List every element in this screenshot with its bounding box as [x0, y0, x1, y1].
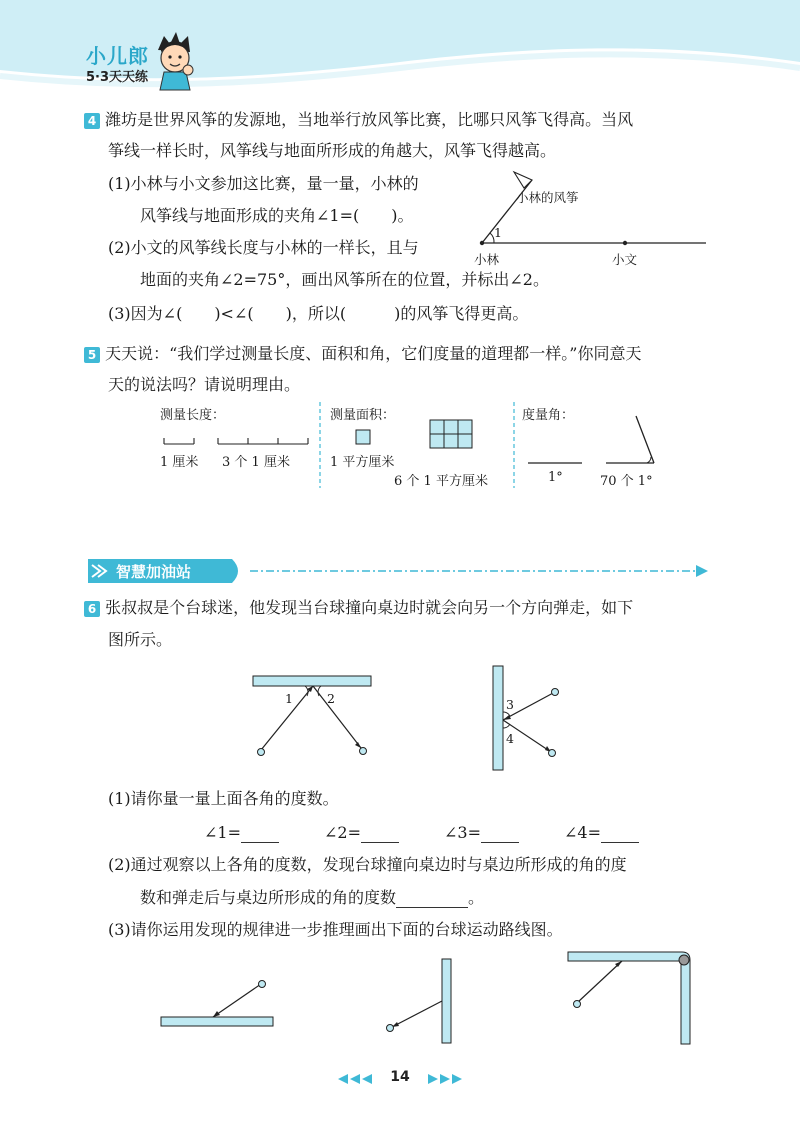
next-arrows-icon	[424, 1072, 464, 1086]
brand-title: 小儿郎	[86, 44, 149, 68]
q4-part2-line1: (2)小文的风筝线长度与小林的一样长，且与	[108, 238, 419, 257]
q4-stem-line2: 筝线一样长时，风筝线与地面所形成的角越大，风筝飞得越高。	[108, 141, 557, 160]
q4-stem-line1: 4 潍坊是世界风筝的发源地，当地举行放风筝比赛，比哪只风筝飞得高。当风	[84, 110, 633, 130]
q6-stem-line2: 图所示。	[108, 630, 173, 649]
answer-blank-1[interactable]	[241, 822, 279, 843]
billiard-figure-horizontal	[245, 672, 380, 762]
person-xiaowen-label: 小文	[612, 252, 638, 267]
billiard-angle-1: 1	[285, 691, 293, 706]
area-title: 测量面积：	[330, 408, 396, 423]
q4-part2-line2: 地面的夹角∠2=75°，画出风筝所在的位置，并标出∠2。	[140, 270, 549, 289]
q6-part3: (3)请你运用发现的规律进一步推理画出下面的台球运动路线图。	[108, 920, 563, 939]
q5-stem-line2: 天的说法吗？请说明理由。	[108, 375, 301, 394]
q6-number-badge: 6	[84, 601, 100, 617]
angle-answer-1: ∠1=	[204, 822, 279, 843]
q6-stem-line1: 6 张叔叔是个台球迷，他发现当台球撞向桌边时就会向另一个方向弹走，如下	[84, 598, 633, 618]
length-total: 3 个 1 厘米	[222, 455, 290, 470]
angle-total: 70 个 1°	[600, 474, 653, 489]
q6-part2-line1: (2)通过观察以上各角的度数，发现台球撞向桌边时与桌边所形成的角的度	[108, 855, 627, 874]
angle-1-label: 1	[494, 225, 502, 240]
q6-part1: (1)请你量一量上面各角的度数。	[108, 789, 339, 808]
q6-part2-line2: 数和弹走后与桌边所形成的角的度数 。	[140, 888, 485, 907]
q4-part3: (3)因为∠( )<∠( )，所以( )的风筝飞得更高。	[108, 304, 529, 323]
q4-part1-line2: 风筝线与地面形成的夹角∠1=( )。	[140, 206, 414, 225]
prev-arrows-icon	[336, 1072, 376, 1086]
angle-answer-4: ∠4=	[564, 822, 639, 843]
billiard-angle-2: 2	[327, 691, 335, 706]
mascot-boy-icon	[150, 30, 200, 92]
area-unit: 1 平方厘米	[330, 455, 395, 470]
exercise-figure-corner	[562, 948, 697, 1048]
kite-label: 小林的风筝	[516, 190, 579, 205]
length-title: 测量长度：	[160, 408, 226, 423]
billiard-angle-3: 3	[506, 697, 514, 712]
answer-blank-5[interactable]	[396, 887, 468, 908]
exercise-figure-vertical	[380, 955, 470, 1045]
angle-answer-2: ∠2=	[324, 822, 399, 843]
q5-stem-line1: 5 天天说：“我们学过测量长度、面积和角，它们度量的道理都一样。”你同意天	[84, 344, 641, 364]
answer-blank-4[interactable]	[601, 822, 639, 843]
billiard-angle-4: 4	[506, 731, 514, 746]
brand-subtitle: 5·3天天练	[86, 70, 149, 85]
kite-angle-figure	[470, 168, 710, 268]
q5-number-badge: 5	[84, 347, 100, 363]
exercise-figure-horizontal	[155, 975, 280, 1035]
section-title: 智慧加油站	[116, 563, 192, 581]
q4-part1-line1: (1)小林与小文参加这比赛，量一量，小林的	[108, 174, 419, 193]
answer-blank-3[interactable]	[481, 822, 519, 843]
page-number: 14	[390, 1069, 410, 1085]
length-unit: 1 厘米	[160, 455, 199, 470]
angle-unit: 1°	[548, 470, 563, 485]
area-total: 6 个 1 平方厘米	[394, 474, 488, 489]
billiard-figure-vertical	[485, 664, 585, 774]
angle-title: 度量角：	[522, 408, 575, 423]
q4-number-badge: 4	[84, 113, 100, 129]
answer-blank-2[interactable]	[361, 822, 399, 843]
person-xiaolin-label: 小林	[474, 252, 500, 267]
angle-answer-3: ∠3=	[444, 822, 519, 843]
